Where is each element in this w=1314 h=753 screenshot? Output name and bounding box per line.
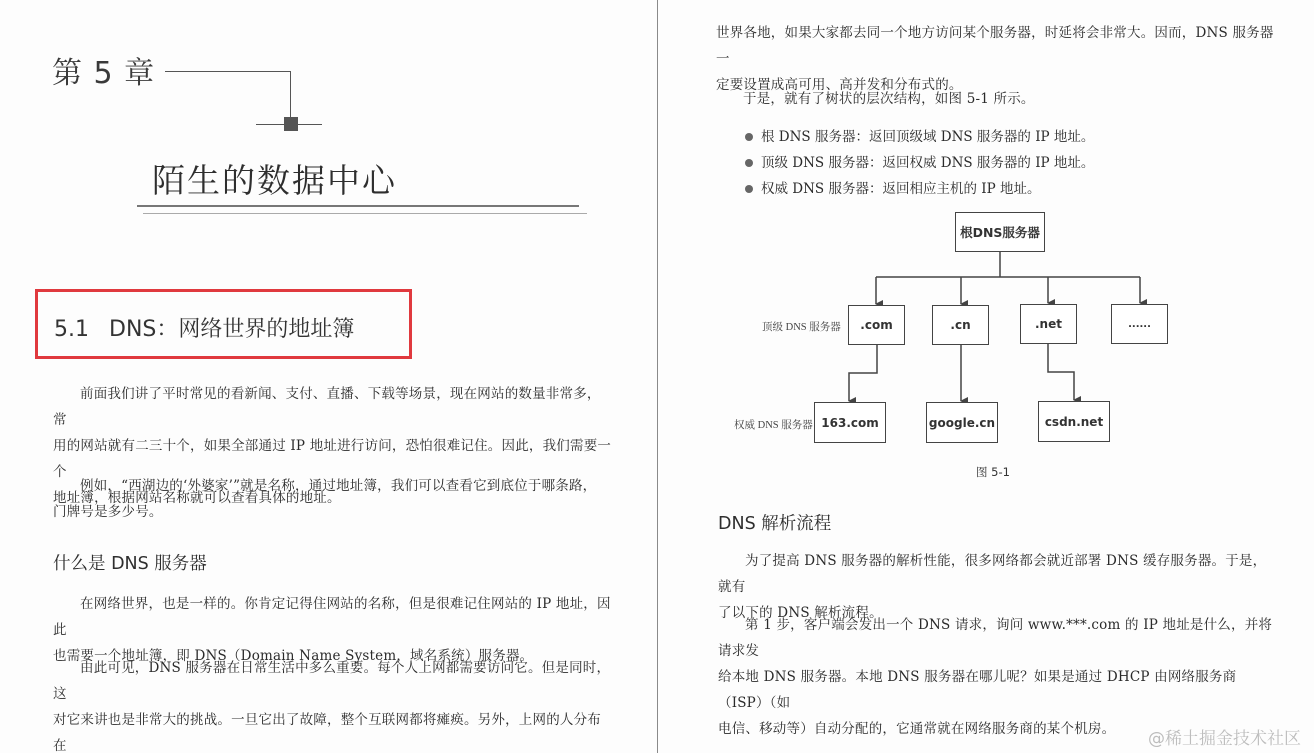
bullet-dot-icon bbox=[745, 185, 753, 193]
bullet-item: 根 DNS 服务器：返回顶级域 DNS 服务器的 IP 地址。 bbox=[745, 124, 1094, 150]
bullet-dot-icon bbox=[745, 133, 753, 141]
text-line: 前面我们讲了平时常见的看新闻、支付、直播、下载等场景，现在网站的数量非常多，常 bbox=[53, 386, 601, 428]
section-number: 5.1 bbox=[54, 317, 89, 342]
watermark: @稀土掘金技术社区 bbox=[1148, 729, 1301, 749]
authoritative-level-label: 权威 DNS 服务器 bbox=[734, 420, 813, 431]
intro-line: 于是，就有了树状的层次结构，如图 5-1 所示。 bbox=[743, 91, 1035, 107]
section-title: DNS：网络世界的地址簿 bbox=[109, 317, 355, 342]
paragraph bbox=[718, 612, 1278, 742]
subsection-heading: DNS 解析流程 bbox=[718, 514, 832, 534]
chapter-title: 陌生的数据中心 bbox=[152, 161, 397, 200]
tld-node-net: .net bbox=[1020, 304, 1077, 344]
section-heading bbox=[54, 312, 354, 343]
text-line: 用的网站就有二三十个，如果全部通过 IP 地址进行访问，恐怕很难记住。因此，我们需要一个 bbox=[53, 438, 612, 480]
text-line: 由此可见，DNS 服务器在日常生活中多么重要。每个人上网都需要访问它。但是同时，这 bbox=[53, 660, 611, 702]
subsection-heading: 什么是 DNS 服务器 bbox=[53, 554, 207, 574]
text-line: 例如，“西湖边的‘外婆家’”就是名称，通过地址簿，我们可以查看它到底位于哪条路， bbox=[80, 478, 597, 494]
text-line: 电信、移动等）自动分配的，它通常就在网络服务商的某个机房。 bbox=[718, 721, 1116, 737]
text-line: 给本地 DNS 服务器。本地 DNS 服务器在哪儿呢？如果是通过 DHCP 由网络服务商（ISP）（如 bbox=[718, 669, 1237, 711]
paragraph bbox=[53, 655, 613, 753]
text-line: 定要设置成高可用、高并发和分布式的。 bbox=[716, 77, 963, 93]
figure-caption: 图 5-1 bbox=[976, 465, 1010, 479]
tld-node-cn: .cn bbox=[932, 305, 989, 345]
chapter-label: 第 5 章 bbox=[52, 56, 156, 91]
text-line: 门牌号是多少号。 bbox=[53, 504, 163, 520]
tld-node-more: ...... bbox=[1111, 304, 1168, 344]
bullet-item: 权威 DNS 服务器：返回相应主机的 IP 地址。 bbox=[745, 176, 1094, 202]
chapter-decoration-line bbox=[165, 71, 291, 72]
auth-node-google: google.cn bbox=[926, 402, 998, 443]
tld-level-label: 顶级 DNS 服务器 bbox=[762, 322, 841, 333]
text-line: 世界各地，如果大家都去同一个地方访问某个服务器，时延将会非常大。因而，DNS 服务器一 bbox=[716, 25, 1274, 67]
text-line: 第 1 步，客户端会发出一个 DNS 请求，询问 www.***.com 的 IP 地址是什么，并将请求发 bbox=[718, 617, 1273, 659]
tld-node-com: .com bbox=[848, 305, 905, 345]
text-line: 也需要一个地址簿，即 DNS（Domain Name System，域名系统）服务器。 bbox=[53, 648, 534, 664]
text-line: 地址簿，根据网站名称就可以查看具体的地址。 bbox=[53, 490, 341, 506]
chapter-decoration-square bbox=[284, 117, 298, 131]
bullet-dot-icon bbox=[745, 159, 753, 167]
title-underline bbox=[143, 213, 587, 214]
paragraph bbox=[53, 473, 613, 525]
text-line: 在网络世界，也是一样的。你肯定记得住网站的名称，但是很难记住网站的 IP 地址，因此 bbox=[53, 596, 611, 638]
auth-node-csdn: csdn.net bbox=[1038, 401, 1110, 442]
root-dns-server-node: 根DNS服务器 bbox=[955, 212, 1045, 252]
title-underline bbox=[137, 205, 579, 207]
text-line: 为了提高 DNS 服务器的解析性能，很多网络都会就近部署 DNS 缓存服务器。于是，就有 bbox=[718, 553, 1267, 595]
bullet-list bbox=[745, 124, 1094, 202]
bullet-item: 顶级 DNS 服务器：返回权威 DNS 服务器的 IP 地址。 bbox=[745, 150, 1094, 176]
text-line: 了以下的 DNS 解析流程。 bbox=[718, 605, 883, 621]
auth-node-163: 163.com bbox=[814, 402, 886, 443]
text-line: 对它来讲也是非常大的挑战。一旦它出了故障，整个互联网都将瘫痪。另外，上网的人分布在 bbox=[53, 712, 601, 753]
